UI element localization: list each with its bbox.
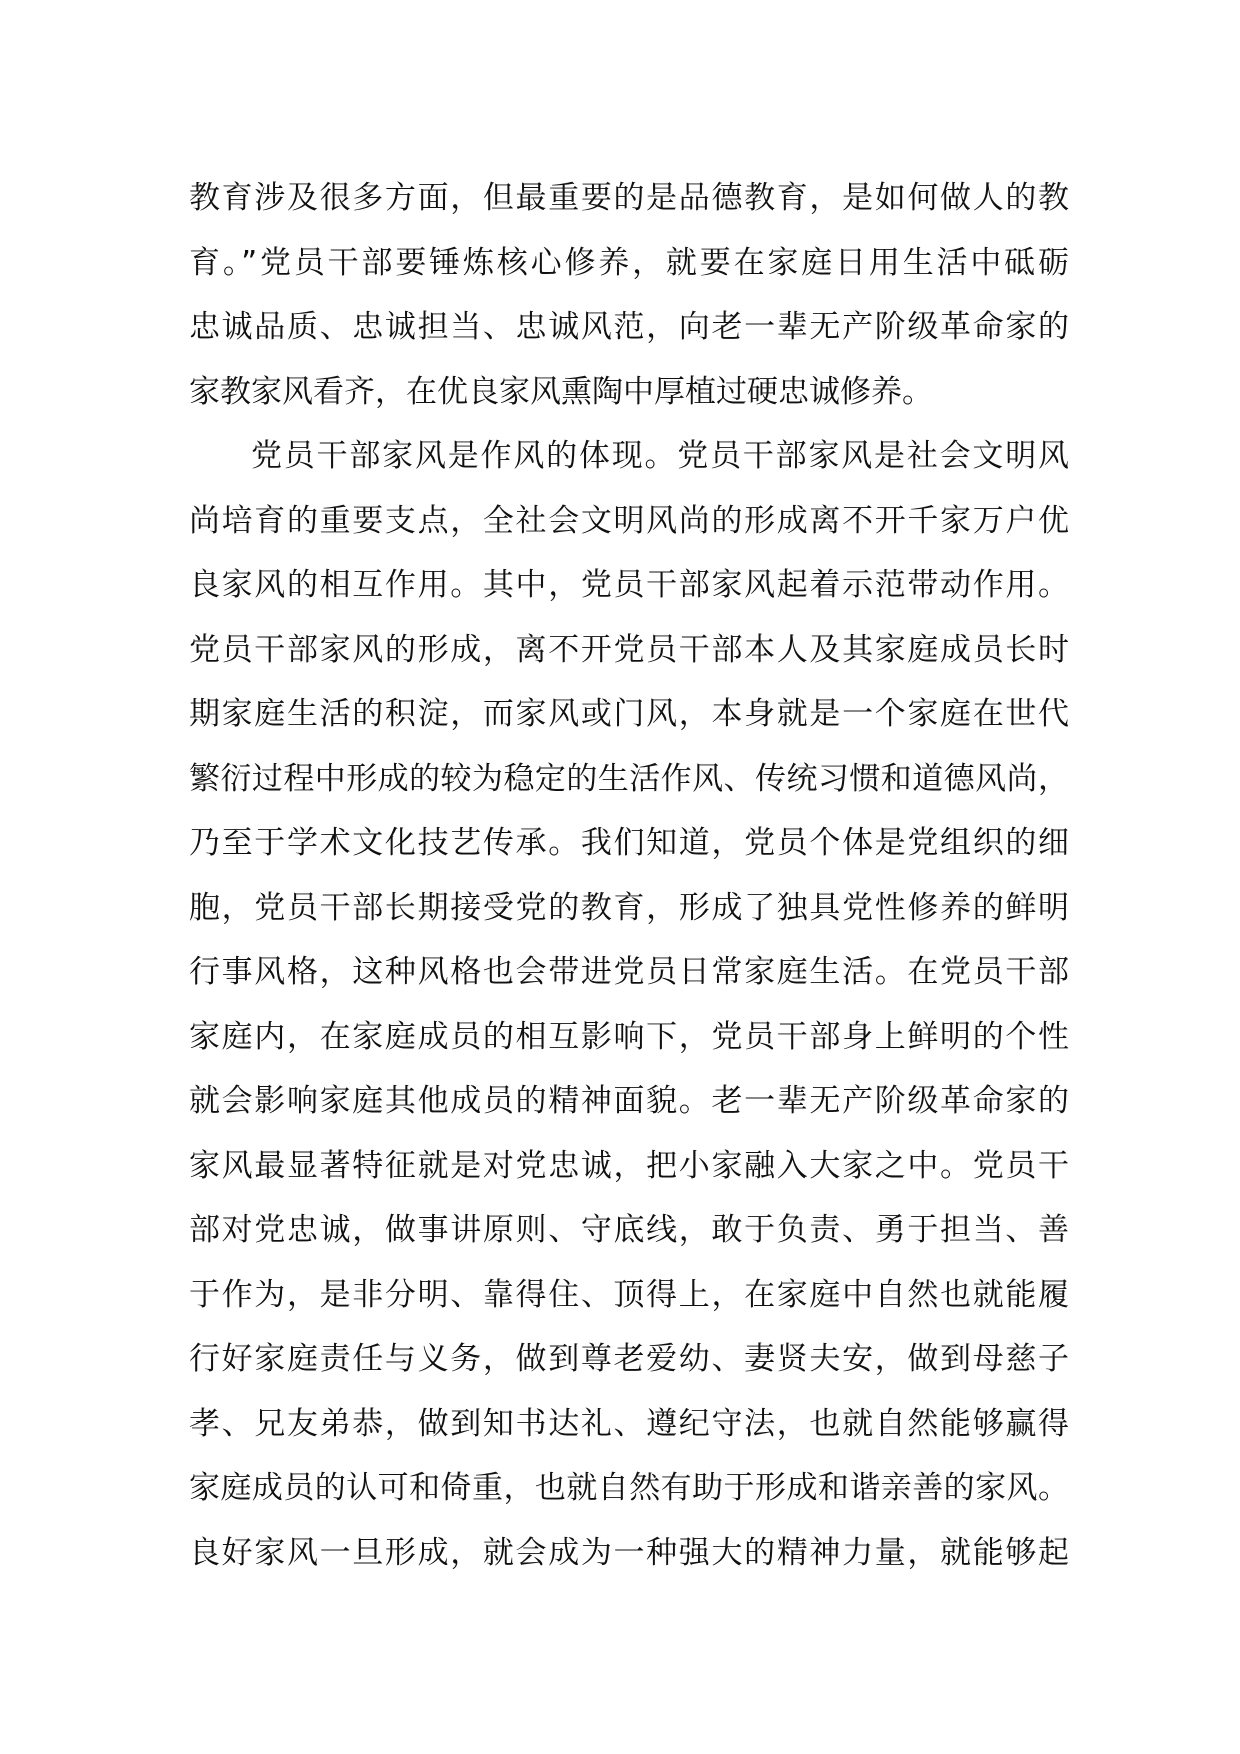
text-line: 繁衍过程中形成的较为稳定的生活作风、传统习惯和道德风尚， [189,760,1069,797]
text-line: 家风最显著特征就是对党忠诚，把小家融入大家之中。党员干 [189,1147,1069,1184]
text-line: 忠诚品质、忠诚担当、忠诚风范，向老一辈无产阶级革命家的 [189,309,1069,345]
text-line: 部对党忠诚，做事讲原则、守底线，敢于负责、勇于担当、善 [189,1212,1069,1248]
text-line: 党员干部家风的形成，离不开党员干部本人及其家庭成员长时 [189,631,1069,668]
text-line: 良家风的相互作用。其中，党员干部家风起着示范带动作用。 [189,567,1069,603]
text-line: 期家庭生活的积淀，而家风或门风，本身就是一个家庭在世代 [189,696,1069,732]
text-line: 教育涉及很多方面，但最重要的是品德教育，是如何做人的教 [189,180,1069,216]
text-line: 胞，党员干部长期接受党的教育，形成了独具党性修养的鲜明 [189,889,1069,926]
text-line: 家庭成员的认可和倚重，也就自然有助于形成和谐亲善的家风。 [189,1470,1069,1506]
paragraph-first-line: 党员干部家风是作风的体现。党员干部家风是社会文明风 [251,438,1069,474]
text-line: 孝、兄友弟恭，做到知书达礼、遵纪守法，也就自然能够赢得 [189,1405,1069,1442]
text-line: 尚培育的重要支点，全社会文明风尚的形成离不开千家万户优 [189,502,1069,539]
text-line: 行事风格，这种风格也会带进党员日常家庭生活。在党员干部 [189,954,1069,990]
text-line: 就会影响家庭其他成员的精神面貌。老一辈无产阶级革命家的 [189,1083,1069,1119]
text-line: 家庭内，在家庭成员的相互影响下，党员干部身上鲜明的个性 [189,1018,1069,1055]
text-line: 乃至于学术文化技艺传承。我们知道，党员个体是党组织的细 [189,825,1069,861]
body-text [189,166,1069,1585]
text-line: 行好家庭责任与义务，做到尊老爱幼、妻贤夫安，做到母慈子 [189,1341,1069,1377]
text-line: 于作为，是非分明、靠得住、顶得上，在家庭中自然也就能履 [189,1276,1069,1313]
text-line: 育。”党员干部要锤炼核心修养，就要在家庭日用生活中砥砺 [189,244,1069,281]
text-line: 家教家风看齐，在优良家风熏陶中厚植过硬忠诚修养。 [189,373,933,410]
text-line: 良好家风一旦形成，就会成为一种强大的精神力量，就能够起 [189,1534,1069,1571]
